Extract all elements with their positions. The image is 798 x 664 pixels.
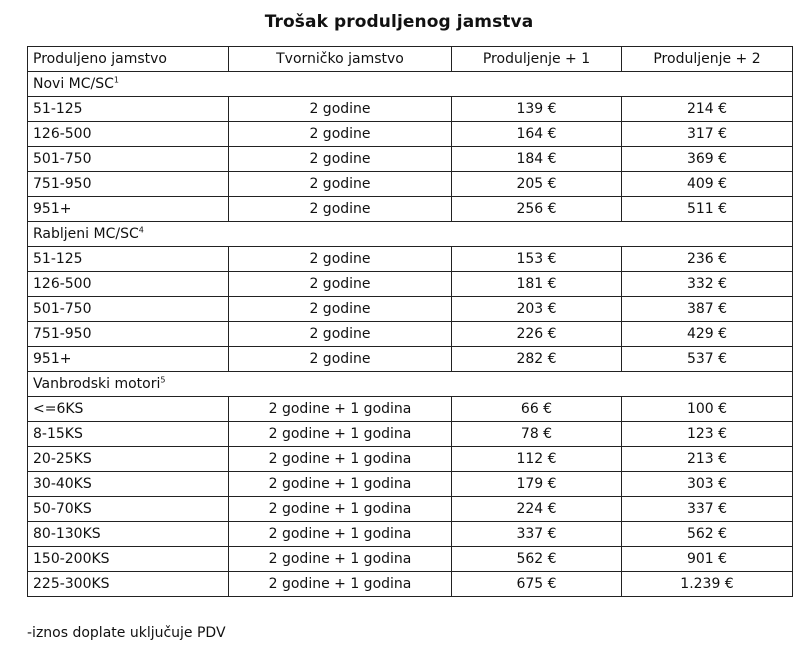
- extension-1-price-cell: 78 €: [452, 422, 622, 447]
- extension-1-price-cell: 66 €: [452, 397, 622, 422]
- extension-2-price-cell: 387 €: [622, 297, 793, 322]
- extension-1-price-cell: 203 €: [452, 297, 622, 322]
- factory-warranty-cell: 2 godine: [229, 297, 452, 322]
- engine-range-cell: 225-300KS: [28, 572, 229, 597]
- table-row: [28, 322, 793, 347]
- engine-range-cell: 30-40KS: [28, 472, 229, 497]
- table-row: [28, 172, 793, 197]
- factory-warranty-cell: 2 godine: [229, 97, 452, 122]
- section-label: [28, 372, 793, 397]
- engine-range-cell: 126-500: [28, 122, 229, 147]
- table-row: [28, 422, 793, 447]
- extension-2-price-cell: 236 €: [622, 247, 793, 272]
- header-extended-warranty: Produljeno jamstvo: [28, 47, 229, 72]
- extension-2-price-cell: 214 €: [622, 97, 793, 122]
- extension-2-price-cell: 1.239 €: [622, 572, 793, 597]
- table-row: [28, 447, 793, 472]
- extension-2-price-cell: 901 €: [622, 547, 793, 572]
- extension-2-price-cell: 409 €: [622, 172, 793, 197]
- engine-range-cell: 150-200KS: [28, 547, 229, 572]
- engine-range-cell: 751-950: [28, 322, 229, 347]
- engine-range-cell: 501-750: [28, 147, 229, 172]
- extension-1-price-cell: 139 €: [452, 97, 622, 122]
- extension-1-price-cell: 153 €: [452, 247, 622, 272]
- table-row: [28, 397, 793, 422]
- factory-warranty-cell: 2 godine + 1 godina: [229, 522, 452, 547]
- section-row: [28, 372, 793, 397]
- table-header-row: [28, 47, 793, 72]
- factory-warranty-cell: 2 godine + 1 godina: [229, 547, 452, 572]
- extension-1-price-cell: 256 €: [452, 197, 622, 222]
- extension-2-price-cell: 537 €: [622, 347, 793, 372]
- table-row: [28, 297, 793, 322]
- table-body: [28, 72, 793, 597]
- table-row: [28, 347, 793, 372]
- extension-1-price-cell: 562 €: [452, 547, 622, 572]
- section-label-text: Rabljeni MC/SC: [33, 226, 139, 242]
- factory-warranty-cell: 2 godine: [229, 322, 452, 347]
- engine-range-cell: 8-15KS: [28, 422, 229, 447]
- extension-1-price-cell: 112 €: [452, 447, 622, 472]
- table-row: [28, 572, 793, 597]
- header-extension-1: Produljenje + 1: [452, 47, 622, 72]
- engine-range-cell: 126-500: [28, 272, 229, 297]
- extension-2-price-cell: 332 €: [622, 272, 793, 297]
- factory-warranty-cell: 2 godine: [229, 272, 452, 297]
- extension-1-price-cell: 181 €: [452, 272, 622, 297]
- header-extension-2: Produljenje + 2: [622, 47, 793, 72]
- extension-1-price-cell: 205 €: [452, 172, 622, 197]
- section-footnote-marker: 1: [113, 75, 119, 85]
- factory-warranty-cell: 2 godine: [229, 122, 452, 147]
- extension-2-price-cell: 317 €: [622, 122, 793, 147]
- extension-2-price-cell: 100 €: [622, 397, 793, 422]
- section-footnote-marker: 5: [160, 375, 166, 385]
- table-row: [28, 497, 793, 522]
- section-label-text: Vanbrodski motori: [33, 376, 161, 392]
- extension-2-price-cell: 511 €: [622, 197, 793, 222]
- table-row: [28, 247, 793, 272]
- table-row: [28, 147, 793, 172]
- table-row: [28, 472, 793, 497]
- extension-1-price-cell: 164 €: [452, 122, 622, 147]
- factory-warranty-cell: 2 godine + 1 godina: [229, 422, 452, 447]
- section-label-text: Novi MC/SC: [33, 76, 114, 92]
- engine-range-cell: 751-950: [28, 172, 229, 197]
- factory-warranty-cell: 2 godine: [229, 197, 452, 222]
- factory-warranty-cell: 2 godine + 1 godina: [229, 497, 452, 522]
- extension-2-price-cell: 337 €: [622, 497, 793, 522]
- header-factory-warranty: Tvorničko jamstvo: [229, 47, 452, 72]
- extension-1-price-cell: 224 €: [452, 497, 622, 522]
- footnote: -iznos doplate uključuje PDV: [27, 625, 226, 641]
- section-row: [28, 72, 793, 97]
- engine-range-cell: 951+: [28, 197, 229, 222]
- section-label: [28, 222, 793, 247]
- engine-range-cell: 50-70KS: [28, 497, 229, 522]
- extension-2-price-cell: 303 €: [622, 472, 793, 497]
- engine-range-cell: <=6KS: [28, 397, 229, 422]
- extension-1-price-cell: 184 €: [452, 147, 622, 172]
- factory-warranty-cell: 2 godine: [229, 347, 452, 372]
- extension-1-price-cell: 282 €: [452, 347, 622, 372]
- table-row: [28, 272, 793, 297]
- table-row: [28, 547, 793, 572]
- engine-range-cell: 51-125: [28, 247, 229, 272]
- extension-2-price-cell: 369 €: [622, 147, 793, 172]
- table-row: [28, 122, 793, 147]
- extension-1-price-cell: 179 €: [452, 472, 622, 497]
- extension-2-price-cell: 123 €: [622, 422, 793, 447]
- section-footnote-marker: 4: [138, 225, 144, 235]
- table-row: [28, 197, 793, 222]
- engine-range-cell: 80-130KS: [28, 522, 229, 547]
- factory-warranty-cell: 2 godine + 1 godina: [229, 397, 452, 422]
- factory-warranty-cell: 2 godine: [229, 247, 452, 272]
- extension-1-price-cell: 675 €: [452, 572, 622, 597]
- engine-range-cell: 501-750: [28, 297, 229, 322]
- page-title: Trošak produljenog jamstva: [264, 12, 534, 32]
- section-label: [28, 72, 793, 97]
- extension-1-price-cell: 337 €: [452, 522, 622, 547]
- table-row: [28, 97, 793, 122]
- table-row: [28, 522, 793, 547]
- engine-range-cell: 951+: [28, 347, 229, 372]
- extension-2-price-cell: 429 €: [622, 322, 793, 347]
- engine-range-cell: 20-25KS: [28, 447, 229, 472]
- factory-warranty-cell: 2 godine + 1 godina: [229, 447, 452, 472]
- extension-1-price-cell: 226 €: [452, 322, 622, 347]
- warranty-cost-table: [27, 46, 793, 597]
- extension-2-price-cell: 213 €: [622, 447, 793, 472]
- extension-2-price-cell: 562 €: [622, 522, 793, 547]
- engine-range-cell: 51-125: [28, 97, 229, 122]
- factory-warranty-cell: 2 godine: [229, 147, 452, 172]
- section-row: [28, 222, 793, 247]
- factory-warranty-cell: 2 godine + 1 godina: [229, 572, 452, 597]
- factory-warranty-cell: 2 godine: [229, 172, 452, 197]
- factory-warranty-cell: 2 godine + 1 godina: [229, 472, 452, 497]
